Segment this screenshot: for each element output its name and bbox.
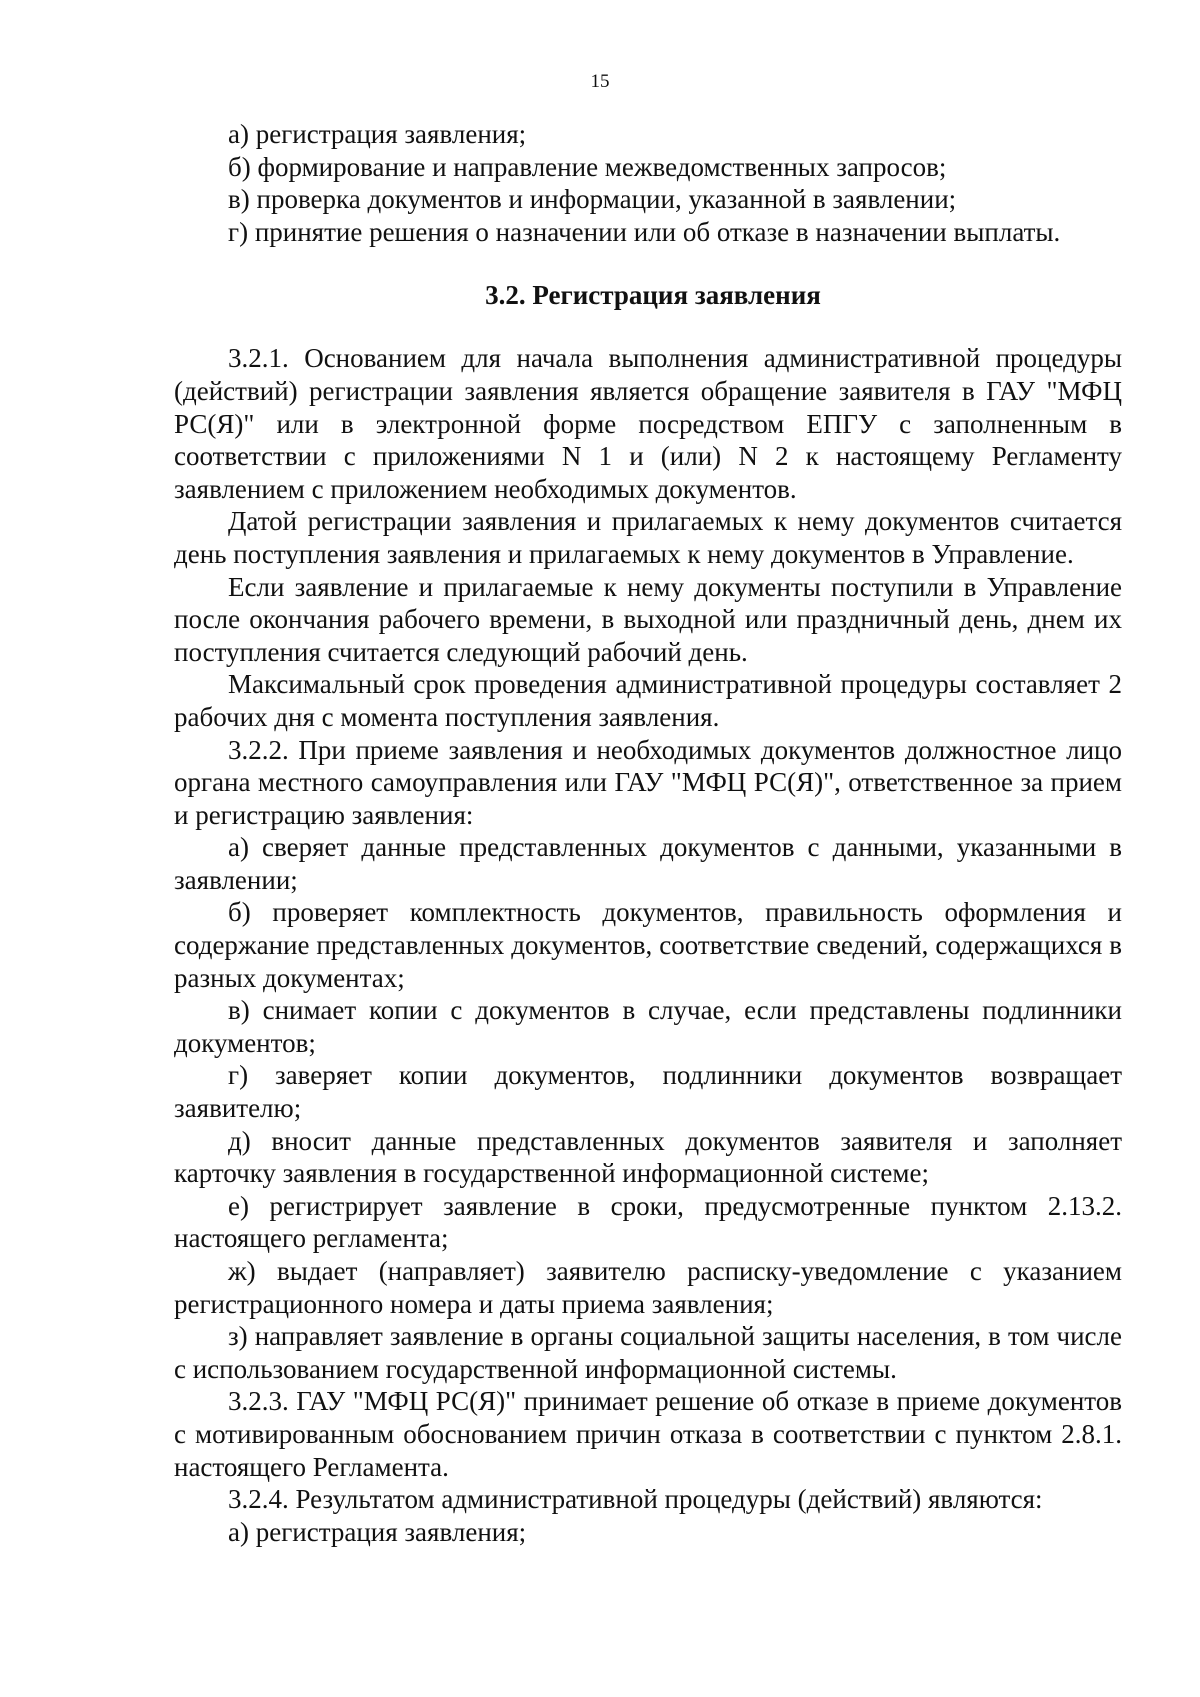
list-item-v: в) снимает копии с документов в случае, если представлены подлинники документов;: [174, 995, 1122, 1058]
list-item-d: д) вносит данные представленных документов заявителя и заполняет карточку заявления в государственной информационной системе;: [174, 1125, 1122, 1189]
paragraph-3-2-2: 3.2.2. При приеме заявления и необходимых документов должностное лицо органа местного самоуправления или ГАУ "МФЦ РС(Я)", ответственное за прием и регистрацию заявления:: [174, 734, 1122, 830]
list-item-z: з) направляет заявление в органы социальной защиты населения, в том числе с использованием государственной информационной системы.: [174, 1321, 1122, 1384]
page-number: 15: [590, 71, 610, 92]
paragraph-max-duration: Максимальный срок проведения административной процедуры составляет 2 рабочих дня с момента поступления заявления.: [174, 669, 1122, 732]
result-item-a: а) регистрация заявления;: [228, 1516, 527, 1547]
paragraph-3-2-1: 3.2.1. Основанием для начала выполнения административной процедуры (действий) регистрации заявления является обращение заявителя в ГАУ "МФЦ РС(Я)" или в электронной форме посредством ЕПГУ с заполненным в соответствии с приложениями N 1 и (или) N 2 к настоящему Регламенту заявлением с приложением необходимых документов.: [174, 343, 1122, 504]
paragraph-registration-date: Датой регистрации заявления и прилагаемых к нему документов считается день поступления заявления и прилагаемых к нему документов в Управление.: [174, 506, 1122, 569]
paragraph-3-2-3: 3.2.3. ГАУ "МФЦ РС(Я)" принимает решение об отказе в приеме документов с мотивированным обоснованием причин отказа в соответствии с пунктом 2.8.1. настоящего Регламента.: [174, 1386, 1122, 1482]
intro-item-b: б) формирование и направление межведомственных запросов;: [228, 151, 947, 182]
list-item-b: б) проверяет комплектность документов, правильность оформления и содержание представленных документов, соответствие сведений, содержащихся в разных документах;: [174, 897, 1122, 993]
intro-item-v: в) проверка документов и информации, указанной в заявлении;: [228, 184, 957, 215]
list-item-zh: ж) выдает (направляет) заявителю расписку-уведомление с указанием регистрационного номера и даты приема заявления;: [174, 1256, 1122, 1319]
list-item-a: а) сверяет данные представленных документов с данными, указанными в заявлении;: [174, 832, 1122, 895]
list-item-e: е) регистрирует заявление в сроки, предусмотренные пунктом 2.13.2. настоящего регламента;: [174, 1190, 1122, 1254]
list-item-g: г) заверяет копии документов, подлинники документов возвращает заявителю;: [174, 1060, 1122, 1124]
intro-item-g: г) принятие решения о назначении или об отказе в назначении выплаты.: [228, 216, 1061, 247]
intro-item-a: а) регистрация заявления;: [228, 119, 527, 149]
paragraph-after-hours: Если заявление и прилагаемые к нему документы поступили в Управление после окончания рабочего времени, в выходной или праздничный день, днем их поступления считается следующий рабочий день.: [174, 571, 1122, 667]
document-body: [174, 118, 1122, 1548]
paragraph-3-2-4: 3.2.4. Результатом административной процедуры (действий) являются:: [228, 1484, 1043, 1515]
section-heading: 3.2. Регистрация заявления: [485, 280, 821, 311]
